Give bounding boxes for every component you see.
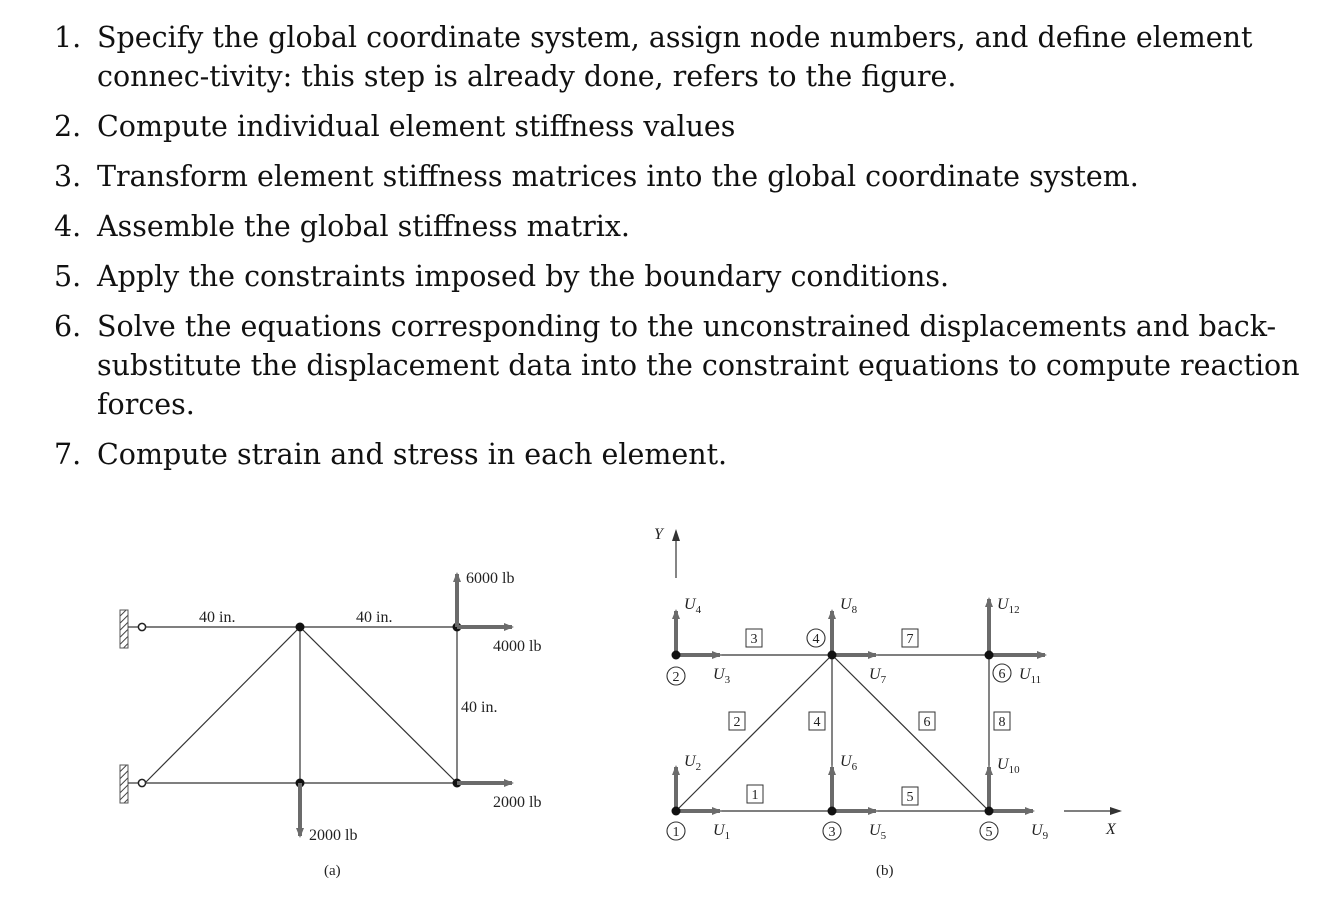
dof-label-u1: $U_1$ — [713, 822, 731, 842]
step-number: 7. — [54, 438, 82, 471]
figure-a-caption: (a) — [324, 863, 341, 879]
dof-label-u12: $U_{12}$ — [997, 596, 1020, 616]
step-text: Apply the constraints imposed by the boundary conditions. — [97, 260, 950, 293]
wall-support-top — [120, 610, 128, 648]
dof-label-u3: $U_3$ — [713, 666, 731, 686]
element-label-8: 8 — [998, 715, 1006, 730]
dof-label-u9: $U_9$ — [1031, 822, 1049, 842]
dim-middle-label: 40 in. — [356, 609, 393, 626]
dof-arrows — [676, 599, 1045, 811]
load-right-top-label: 4000 lb — [493, 638, 542, 655]
load-right-bottom-label: 2000 lb — [493, 794, 542, 811]
element-label-3: 3 — [750, 632, 758, 647]
dof-label-u10: $U_{10}$ — [997, 756, 1020, 776]
load-up-label: 6000 lb — [466, 570, 515, 587]
dof-label-u11: $U_{11}$ — [1019, 666, 1042, 686]
element-label-6: 6 — [923, 715, 931, 730]
dim-right-label: 40 in. — [461, 699, 498, 716]
element-label-2: 2 — [733, 715, 741, 730]
step-text: Solve the equations corresponding to the unconstrained displacements and back-substitute the displacement data into the constraint equations to compute reaction forces. — [97, 310, 1300, 421]
dof-label-u2: $U_2$ — [684, 753, 702, 773]
step-number: 6. — [54, 310, 82, 343]
element-label-4: 4 — [813, 715, 821, 730]
load-down-label: 2000 lb — [309, 827, 358, 844]
step-text: Assemble the global stiffness matrix. — [97, 210, 630, 243]
element-label-1: 1 — [751, 788, 759, 803]
dof-label-u8: $U_8$ — [840, 596, 858, 616]
node-label-2: 2 — [672, 670, 680, 685]
dof-label-u5: $U_5$ — [869, 822, 887, 842]
node-label-6: 6 — [998, 667, 1006, 682]
figure-a — [120, 570, 541, 879]
step-number: 2. — [54, 110, 82, 143]
node-label-5: 5 — [985, 825, 993, 840]
step-text: Compute strain and stress in each element. — [97, 438, 728, 471]
node-label-4: 4 — [812, 632, 820, 647]
step-text: Specify the global coordinate system, assign node numbers, and define element connec-tivity: this step is already done, refers to the figure. — [97, 21, 1253, 93]
step-text: Compute individual element stiffness values — [97, 110, 736, 143]
y-axis-label: Y — [654, 526, 663, 543]
element-label-7: 7 — [906, 632, 914, 647]
pin-support-top — [138, 623, 145, 630]
figure-b — [654, 526, 1120, 879]
step-number: 4. — [54, 210, 82, 243]
dof-label-u7: $U_7$ — [869, 666, 887, 686]
dof-label-u4: $U_4$ — [684, 596, 702, 616]
step-number: 5. — [54, 260, 82, 293]
truss-members-a — [145, 627, 457, 783]
dim-left-label: 40 in. — [199, 609, 236, 626]
figure-b-caption: (b) — [876, 863, 894, 879]
wall-support-bottom — [120, 765, 128, 803]
dof-label-u6: $U_6$ — [840, 753, 858, 773]
node-label-1: 1 — [672, 825, 680, 840]
pin-support-bottom — [138, 779, 145, 786]
step-text: Transform element stiffness matrices into the global coordinate system. — [97, 160, 1139, 193]
step-number: 1. — [54, 21, 82, 54]
x-axis-label: X — [1106, 821, 1116, 838]
element-label-5: 5 — [906, 790, 914, 805]
step-number: 3. — [54, 160, 82, 193]
node-label-3: 3 — [828, 825, 836, 840]
